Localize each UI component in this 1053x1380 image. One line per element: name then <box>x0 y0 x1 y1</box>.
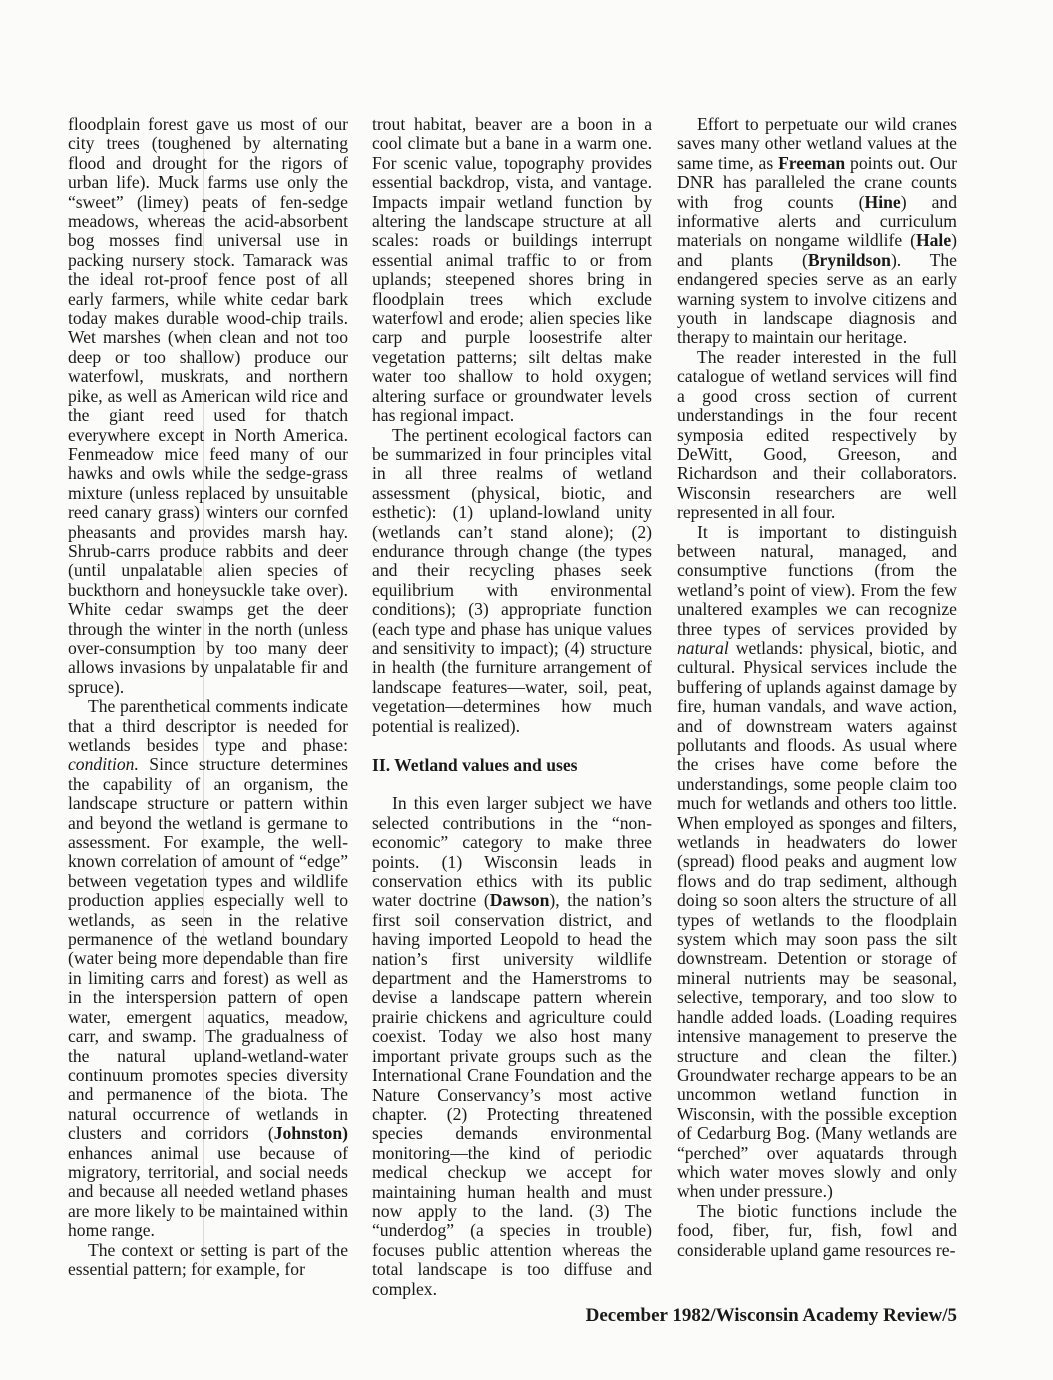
paragraph: The parenthetical comments indicate that a third descriptor is needed for wetlands besides type and phase: condition. Since structure determines the capability of an organism, the landscape structure or pattern within and beyond the wetland is germane to assessment. For example, the well-known correlation of amount of “edge” between vegetation types and wildlife production applies especially well to wetlands, as seen in the relative permanence of the wetland boundary (water being more dependable than fire in limiting carrs and forest) as well as in the interspersion pattern of open water, emergent aquatics, meadow, carr, and swamp. The gradualness of the natural upland-wetland-water continuum promotes species diversity and permanence of the biota. The natural occurrence of wetlands in clusters and corridors (Johnston) enhances animal use because of migratory, territorial, and social needs and because all needed wetland phases are more likely to be maintained within home range. <box>68 696 348 1241</box>
author-reference: Hine <box>864 191 901 212</box>
paragraph: It is important to distinguish between natural, managed, and consumptive functions (from the wetland’s point of view). From the few unaltered examples we can recognize three types of services provided by natural wetlands: physical, biotic, and cultural. Physical services include the buffering of uplands against damage by fire, human vandals, and wave action, and of downstream waters against pollutants and floods. As usual where the crises have come before the understandings, some people claim too much for wetlands and others too little. When employed as sponges and filters, wetlands in headwaters do lower (spread) flood peaks and augment low flows and do trap sediment, although doing so soon alters the structure of all types of wetlands to the floodplain system which may soon pass the silt downstream. Detention or storage of mineral nutrients may be seasonal, selective, temporary, and too slow to handle added loads. (Loading requires intensive management to preserve the structure and clean the filter.) Groundwater recharge appears to be an uncommon wetland function in Wisconsin, with the possible exception of Cedarburg Bog. (Many wetlands are “perched” over aquatards through which water moves slowly and only when under pressure.) <box>677 521 957 1202</box>
emphasis-natural: natural <box>677 637 729 658</box>
text-column-3 <box>677 115 957 1260</box>
emphasis-condition: condition. <box>68 754 139 775</box>
author-reference: Freeman <box>778 152 846 173</box>
paragraph: floodplain forest gave us most of our city trees (toughened by alternating flood and drought for the rigors of urban life). Muck farms use only the “sweet” (limey) peats of fen-sedge meadows, whereas the acid-absorbent bog mosses find universal use in packing nursery stock. Tamarack was the ideal rot-proof fence post of all early farmers, while white cedar bark today makes durable wood-chip trails. Wet marshes (when clean and not too deep or too shallow) produce our waterfowl, muskrats, and northern pike, as well as American wild rice and the giant reed used for thatch everywhere except in North America. Fenmeadow mice feed many of our hawks and owls while the sedge-grass mixture (unless replaced by unsuitable reed canary grass) winters our cornfed pheasants and provides marsh hay. Shrub-carrs produce rabbits and deer (until unpalatable alien species of buckthorn and honeysuckle take over). White cedar swamps get the deer through the winter in the north (unless over-consumption by too many deer allows invasions by unpalatable fir and spruce). <box>68 114 348 697</box>
paragraph: Effort to perpetuate our wild cranes saves many other wetland values at the same time, as Freeman points out. Our DNR has paralleled the crane counts with frog counts (Hine) and informative alerts and curriculum materials on nongame wildlife (Hale) and plants (Brynildson). The endangered species serve as an early warning system to involve citizens and youth in landscape diagnosis and therapy to maintain our heritage. <box>677 114 957 348</box>
page-footer: December 1982/Wisconsin Academy Review/5 <box>585 1305 957 1326</box>
paragraph: The biotic functions include the food, fiber, fur, fish, fowl and considerable upland game resources re- <box>677 1200 957 1260</box>
paragraph: The reader interested in the full catalogue of wetland services will find a good cross section of current understandings in the four recent symposia edited respectively by DeWitt, Good, Greeson, and Richardson and their collaborators. Wisconsin researchers are well represented in all four. <box>677 346 957 523</box>
author-reference: Dawson <box>489 890 550 911</box>
author-reference: Brynildson <box>807 249 891 270</box>
paragraph: In this even larger subject we have selected contributions in the “non-economic” category to make three points. (1) Wisconsin leads in conservation ethics with its public water doctrine (Dawson), the nation’s first soil conservation district, and having imported Leopold to head the nation’s first university wildlife department and the Hamerstroms to devise a landscape pattern wherein prairie chickens and agriculture could coexist. Today we also host many important private groups such as the International Crane Foundation and the Nature Conservancy’s most active chapter. (2) Protecting threatened species demands environmental monitoring—the kind of periodic medical checkup we accept for maintaining human health and must now apply to the land. (3) The “underdog” (a species in trouble) focuses public attention whereas the total landscape is too diffuse and complex. <box>372 793 652 1299</box>
text-column-2 <box>372 115 652 1299</box>
paragraph: trout habitat, beaver are a boon in a cool climate but a bane in a warm one. For scenic value, topography provides essential backdrop, vista, and vantage. Impacts impair wetland function by altering the landscape structure at all scales: roads or buildings interrupt essential animal traffic to or from uplands; steepened shores bring in floodplain trees which exclude waterfowl and erode; alien species like carp and purple loosestrife alter vegetation patterns; silt deltas make water too shallow to hold oxygen; altering surface or groundwater levels has regional impact. <box>372 114 652 426</box>
author-reference: Hale <box>915 230 952 251</box>
paragraph: The pertinent ecological factors can be summarized in four principles vital in all three realms of wetland assessment (physical, biotic, and esthetic): (1) upland-lowland unity (wetlands can’t stand alone); (2) endurance through change (the types and their recycling phases seek equilibrium with environmental conditions); (3) appropriate function (each type and phase has unique values and sensitivity to impact); (4) structure in health (the furniture arrangement of landscape features—water, soil, peat, vegetation—determines how much potential is realized). <box>372 424 652 736</box>
paragraph: The context or setting is part of the essential pattern; for example, for <box>68 1239 348 1279</box>
text-column-1 <box>68 115 348 1279</box>
author-reference: Johnston) <box>273 1123 348 1144</box>
section-heading: II. Wetland values and uses <box>372 755 578 775</box>
